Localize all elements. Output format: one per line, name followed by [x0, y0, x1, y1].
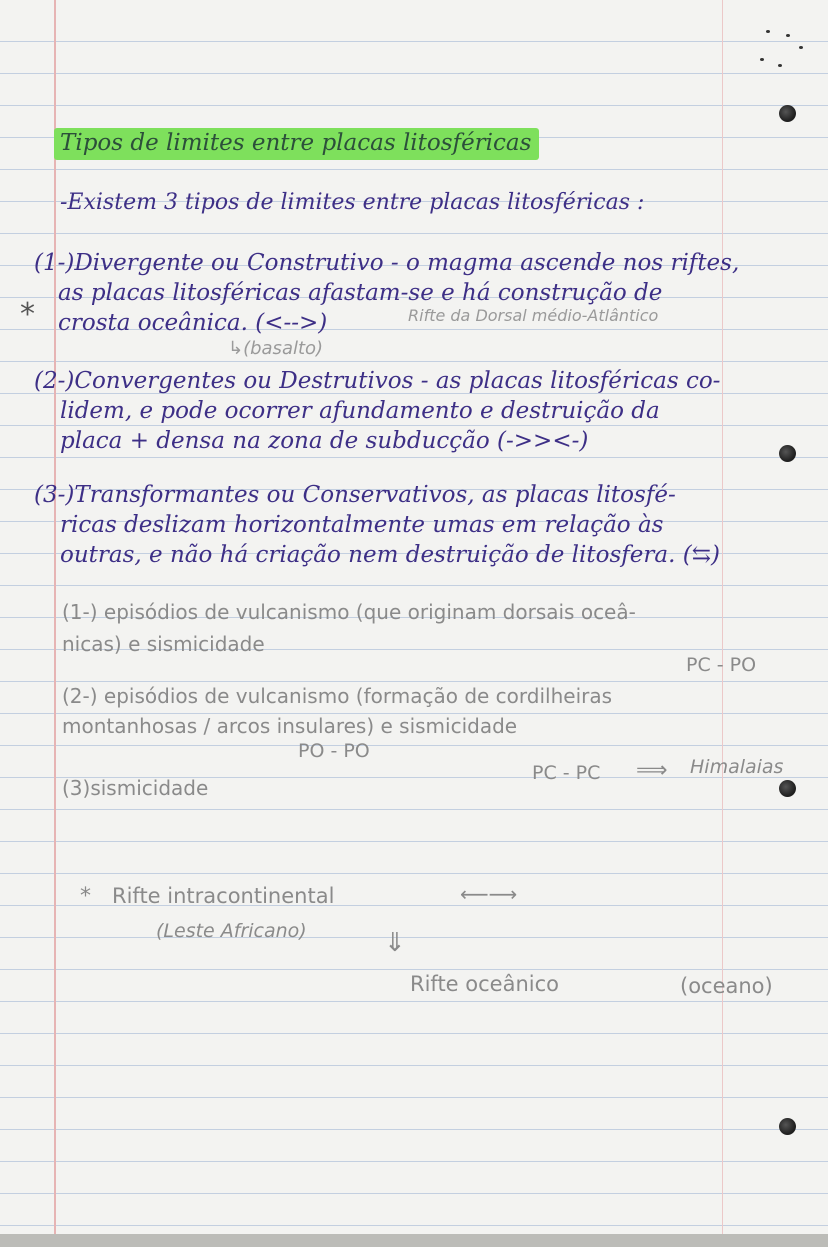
pencil-note-1-line-2: nicas) e sismicidade: [62, 632, 265, 656]
arrow-down-icon: ⇓: [384, 928, 406, 958]
pencil-tag-pc-pc: PC - PC: [532, 762, 601, 784]
double-arrow-icon: ⟵⟶: [460, 882, 518, 906]
page-bottom-edge: [0, 1234, 828, 1247]
pencil-note-3: (3)sismicidade: [62, 776, 209, 800]
binder-hole: [779, 780, 796, 797]
item-3-line-2: ricas deslizam horizontalmente umas em relação às: [60, 512, 664, 538]
item-2-line-1: (2-)Convergentes ou Destrutivos - as placas litosféricas co-: [34, 368, 721, 394]
rift-ocean-place: (oceano): [680, 974, 773, 998]
paper-speck: [766, 30, 770, 33]
paper-speck: [786, 34, 790, 37]
item-1-line-2: as placas litosféricas afastam-se e há construção de: [58, 280, 663, 306]
page-title: Tipos de limites entre placas litosféricas: [54, 128, 539, 160]
pencil-tag-po-po: PO - PO: [298, 740, 370, 762]
item-1-line-1: (1-)Divergente ou Construtivo - o magma ascende nos riftes,: [34, 250, 740, 276]
paper-speck: [799, 46, 803, 49]
rift-east-africa: (Leste Africano): [156, 920, 307, 942]
basalt-note: ↳(basalto): [228, 338, 324, 359]
rift-intracontinental: Rifte intracontinental: [112, 884, 335, 908]
binder-hole: [779, 445, 796, 462]
item-1-line-3: crosta oceânica. (<-->): [58, 310, 328, 336]
item-3-line-1: (3-)Transformantes ou Conservativos, as placas litosfé-: [34, 482, 676, 508]
rift-oceanic: Rifte oceânico: [410, 972, 559, 996]
rift-star-mark: *: [80, 884, 91, 909]
binder-hole: [779, 105, 796, 122]
item-2-line-2: lidem, e pode ocorrer afundamento e destruição da: [60, 398, 660, 424]
himalaias-note: Himalaias: [690, 756, 784, 778]
left-margin-line: [54, 0, 56, 1247]
pencil-tag-pc-po: PC - PO: [686, 654, 757, 676]
pencil-note-1-line-1: (1-) episódios de vulcanismo (que originam dorsais oceâ-: [62, 600, 636, 624]
item-2-line-3: placa + densa na zona de subducção (->><-): [60, 428, 589, 454]
pencil-note-2-line-2: montanhosas / arcos insulares) e sismicidade: [62, 714, 518, 738]
paper-speck: [760, 58, 764, 61]
pencil-note-2-line-1: (2-) episódios de vulcanismo (formação de cordilheiras: [62, 684, 613, 708]
binder-hole: [779, 1118, 796, 1135]
star-mark: *: [20, 297, 35, 332]
intro-line: -Existem 3 tipos de limites entre placas litosféricas :: [60, 190, 645, 215]
item-3-line-3: outras, e não há criação nem destruição de litosfera. (⇆): [60, 542, 720, 568]
paper-speck: [778, 64, 782, 67]
arrow-right-icon: ⟹: [636, 758, 668, 783]
right-margin-line: [722, 0, 723, 1247]
rift-side-note: Rifte da Dorsal médio-Atlântico: [408, 306, 659, 325]
